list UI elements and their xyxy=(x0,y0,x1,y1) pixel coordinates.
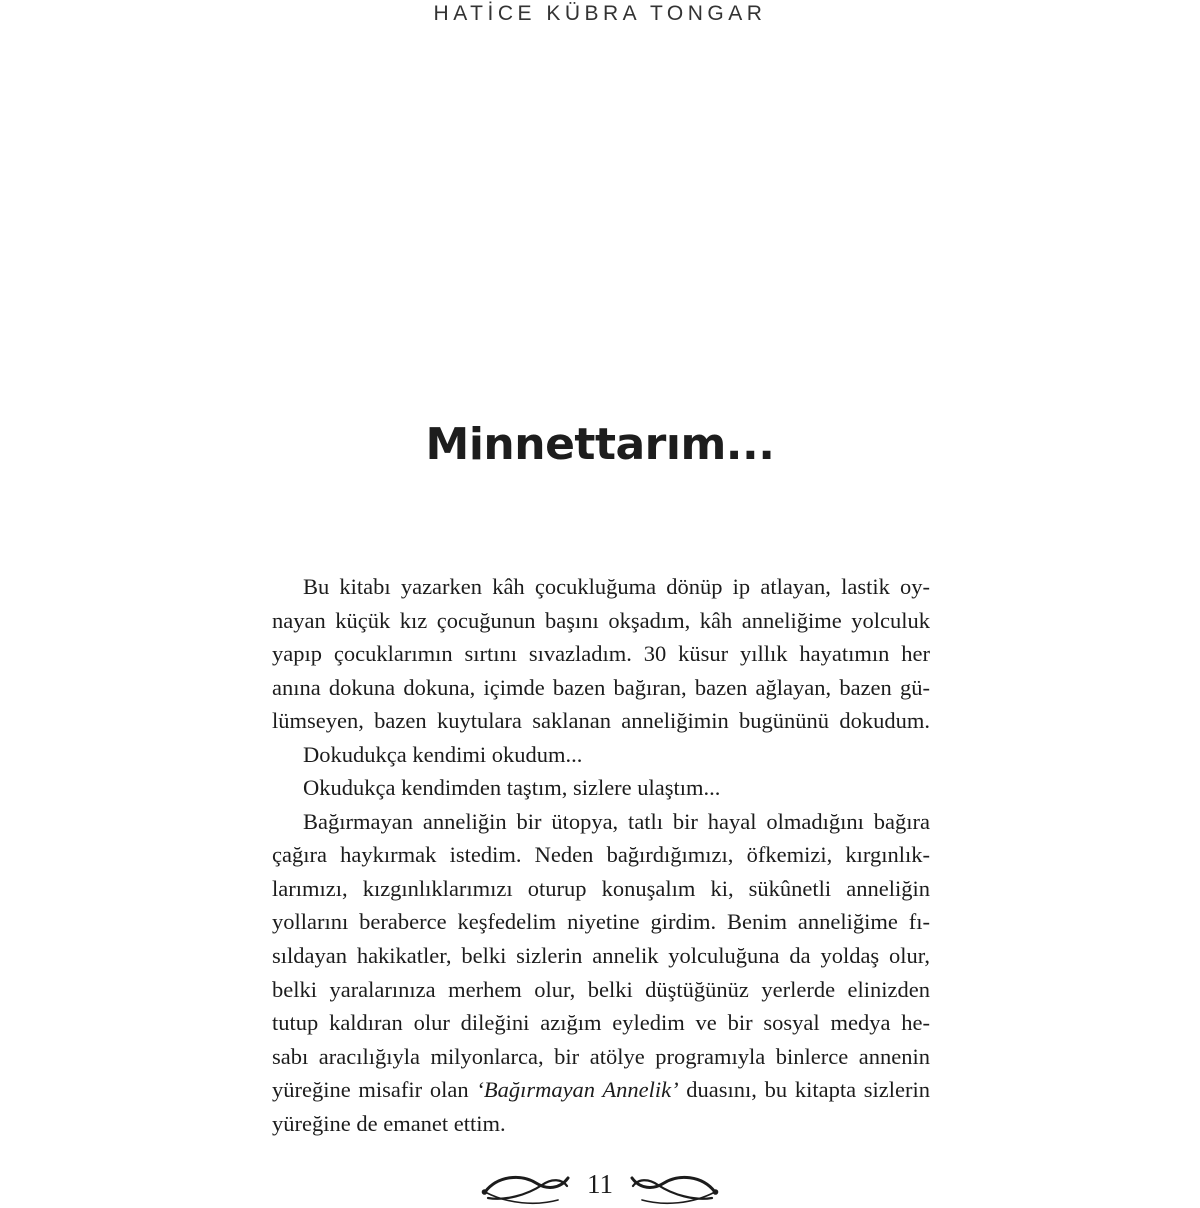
body-line xyxy=(272,1073,930,1107)
body-text xyxy=(272,570,930,1140)
body-segment: sabı aracılığıyla milyonlarca, bir atölye programıyla binlerce annenin xyxy=(272,1043,930,1069)
body-line xyxy=(272,872,930,906)
body-segment: nayan küçük kız çocuğunun başını okşadım, kâh anneliğime yolculuk xyxy=(272,607,930,633)
body-line xyxy=(272,838,930,872)
body-line xyxy=(272,570,930,604)
body-line xyxy=(272,973,930,1007)
chapter-title: Minnettarım... xyxy=(425,419,775,470)
body-segment-italic: ‘Bağırmayan Annelik’ xyxy=(476,1077,679,1103)
body-segment: anına dokuna dokuna, içimde bazen bağıran, bazen ağlayan, bazen gü- xyxy=(272,674,930,700)
body-segment: çağıra haykırmak istedim. Neden bağırdığımızı, öfkemizi, kırgınlık- xyxy=(272,842,930,868)
body-segment: duasını, bu kitapta sizlerin xyxy=(678,1077,930,1103)
body-segment: Bağırmayan anneliğin bir ütopya, tatlı bir hayal olmadığını bağıra xyxy=(303,808,930,834)
body-line xyxy=(272,939,930,973)
body-segment: larımızı, kızgınlıklarımızı oturup konuşalım ki, sükûnetli anneliğin xyxy=(272,875,930,901)
body-line xyxy=(272,1040,930,1074)
body-segment: sıldayan hakikatler, belki sizlerin annelik yolculuğuna da yoldaş olur, xyxy=(272,943,930,969)
flourish-left-icon xyxy=(478,1166,574,1208)
body-segment: Okudukça kendimden taştım, sizlere ulaştım... xyxy=(303,775,721,801)
page-footer xyxy=(0,1166,1200,1208)
body-line xyxy=(272,604,930,638)
body-line xyxy=(272,704,930,738)
running-head: HATİCE KÜBRA TONGAR xyxy=(433,2,767,25)
body-line xyxy=(272,905,930,939)
page-number: 11 xyxy=(587,1168,613,1199)
body-line xyxy=(272,805,930,839)
flourish-right-icon xyxy=(626,1166,722,1208)
body-segment: yollarını beraberce keşfedelim niyetine girdim. Benim anneliğime fı- xyxy=(272,909,930,935)
body-segment: Bu kitabı yazarken kâh çocukluğuma dönüp ip atlayan, lastik oy- xyxy=(303,574,930,599)
body-segment: lümseyen, bazen kuytulara saklanan anneliğimin bugününü dokudum. xyxy=(272,708,930,734)
body-segment: yüreğine de emanet ettim. xyxy=(272,1110,506,1136)
body-segment: tutup kaldıran olur dileğini azığım eyledim ve bir sosyal medya he- xyxy=(272,1010,930,1036)
body-segment: yapıp çocuklarımın sırtını sıvazladım. 30 küsur yıllık hayatımın her xyxy=(272,641,930,667)
body-segment: yüreğine misafir olan xyxy=(272,1077,477,1103)
body-line xyxy=(272,1107,930,1141)
body-line xyxy=(272,771,930,805)
body-line xyxy=(272,637,930,671)
body-line xyxy=(272,1006,930,1040)
body-line xyxy=(272,738,930,772)
body-segment: Dokudukça kendimi okudum... xyxy=(303,741,583,767)
body-segment: belki yaralarınıza merhem olur, belki düştüğünüz yerlerde elinizden xyxy=(272,976,930,1002)
body-line xyxy=(272,671,930,705)
